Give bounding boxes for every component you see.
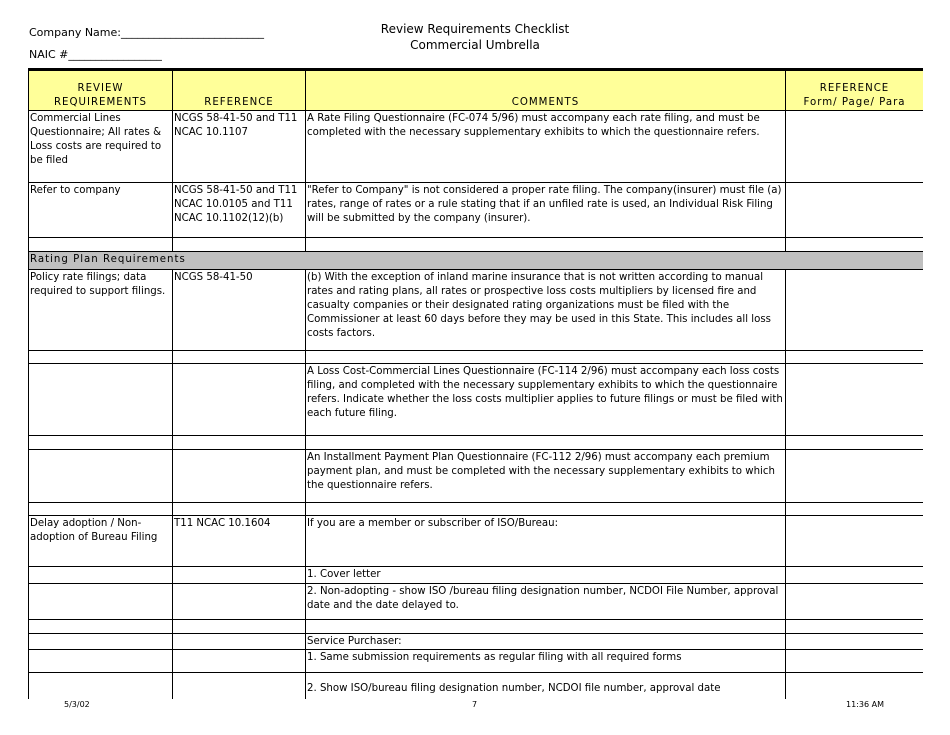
form-page-para-cell[interactable] xyxy=(786,503,924,516)
review-cell: Delay adoption / Non-adoption of Bureau Filing xyxy=(29,516,173,567)
comments-cell: An Installment Payment Plan Questionnaire (FC-112 2/96) must accompany each premium payment plan, and must be completed with the necessary supplementary exhibits to which the questionnaire refers. xyxy=(306,450,786,503)
table-row xyxy=(29,567,924,584)
header-row xyxy=(29,71,924,111)
form-page-para-cell[interactable] xyxy=(786,238,924,252)
comments-cell: Service Purchaser: xyxy=(306,634,786,650)
page-title xyxy=(300,21,650,53)
col-header-reference: REFERENCE xyxy=(173,71,306,111)
table-row xyxy=(29,364,924,436)
form-page-para-cell[interactable] xyxy=(786,620,924,634)
form-page-para-cell[interactable] xyxy=(786,270,924,351)
form-page-para-cell[interactable] xyxy=(786,351,924,364)
table-row xyxy=(29,351,924,364)
footer-time: 11:36 AM xyxy=(846,700,884,709)
form-page-para-cell[interactable] xyxy=(786,111,924,183)
col-header-form-page-para: REFERENCE Form/ Page/ Para xyxy=(786,71,924,111)
comments-cell: A Rate Filing Questionnaire (FC-074 5/96) must accompany each rate filing, and must be completed with the necessary supplementary exhibits to which the questionnaire refers. xyxy=(306,111,786,183)
comments-cell: If you are a member or subscriber of ISO/Bureau: xyxy=(306,516,786,567)
reference-cell: NCGS 58-41-50 and T11 NCAC 10.1107 xyxy=(173,111,306,183)
section-title: Rating Plan Requirements xyxy=(29,252,924,270)
comments-cell: (b) With the exception of inland marine insurance that is not written according to manual rates and rating plans, all rates or prospective loss costs multipliers by licensed fire and casualty companies or their designated rating organizations must be filed with the Commissioner at least 60 days before they may be used in this State. This includes all loss costs factors. xyxy=(306,270,786,351)
table-row xyxy=(29,183,924,238)
comments-cell: 2. Non-adopting - show ISO /bureau filing designation number, NCDOI File Number, approval date and the date delayed to. xyxy=(306,584,786,620)
table-row xyxy=(29,650,924,673)
table-row xyxy=(29,634,924,650)
checklist-table xyxy=(28,70,923,699)
table-row xyxy=(29,516,924,567)
footer-page-number: 7 xyxy=(472,700,478,709)
reference-cell: NCGS 58-41-50 xyxy=(173,270,306,351)
review-cell: Refer to company xyxy=(29,183,173,238)
table-row xyxy=(29,270,924,351)
form-page-para-cell[interactable] xyxy=(786,436,924,450)
comments-cell: 1. Cover letter xyxy=(306,567,786,584)
table-row xyxy=(29,673,924,700)
comments-cell: 1. Same submission requirements as regular filing with all required forms xyxy=(306,650,786,673)
table-row xyxy=(29,436,924,450)
form-page-para-cell[interactable] xyxy=(786,650,924,673)
footer-date: 5/3/02 xyxy=(64,700,90,709)
comments-cell: 2. Show ISO/bureau filing designation number, NCDOI file number, approval date xyxy=(306,673,786,700)
form-page-para-cell[interactable] xyxy=(786,364,924,436)
review-cell: Policy rate filings; data required to support filings. xyxy=(29,270,173,351)
table-row xyxy=(29,450,924,503)
reference-cell: NCGS 58-41-50 and T11 NCAC 10.0105 and T11 NCAC 10.1102(12)(b) xyxy=(173,183,306,238)
section-row xyxy=(29,252,924,270)
col-header-review: REVIEW REQUIREMENTS xyxy=(29,71,173,111)
form-page-para-cell[interactable] xyxy=(786,516,924,567)
title-line-1: Review Requirements Checklist xyxy=(380,22,570,36)
table-row xyxy=(29,238,924,252)
form-page-para-cell[interactable] xyxy=(786,567,924,584)
table-row xyxy=(29,111,924,183)
table-row xyxy=(29,584,924,620)
table-row xyxy=(29,620,924,634)
title-line-2: Commercial Umbrella xyxy=(410,38,540,52)
form-page-para-cell[interactable] xyxy=(786,450,924,503)
checklist-frame xyxy=(28,68,923,699)
naic-field: NAIC #_________________ xyxy=(29,48,162,61)
col-header-comments: COMMENTS xyxy=(306,71,786,111)
form-page-para-cell[interactable] xyxy=(786,584,924,620)
form-page-para-cell[interactable] xyxy=(786,183,924,238)
reference-cell: T11 NCAC 10.1604 xyxy=(173,516,306,567)
company-name-field: Company Name:__________________________ xyxy=(29,26,264,39)
form-page-para-cell[interactable] xyxy=(786,673,924,700)
table-row xyxy=(29,503,924,516)
form-page-para-cell[interactable] xyxy=(786,634,924,650)
comments-cell: "Refer to Company" is not considered a proper rate filing. The company(insurer) must file (a) rates, range of rates or a rule stating that if an unfiled rate is used, an Individual Risk Filing will be submitted by the company (insurer). xyxy=(306,183,786,238)
comments-cell: A Loss Cost-Commercial Lines Questionnaire (FC-114 2/96) must accompany each loss costs filing, and completed with the necessary supplementary exhibits to which the questionnaire refers. Indicate whether the loss costs multiplier applies to future filings or must be filed with each future filing. xyxy=(306,364,786,436)
review-cell: Commercial Lines Questionnaire; All rates & Loss costs are required to be filed xyxy=(29,111,173,183)
